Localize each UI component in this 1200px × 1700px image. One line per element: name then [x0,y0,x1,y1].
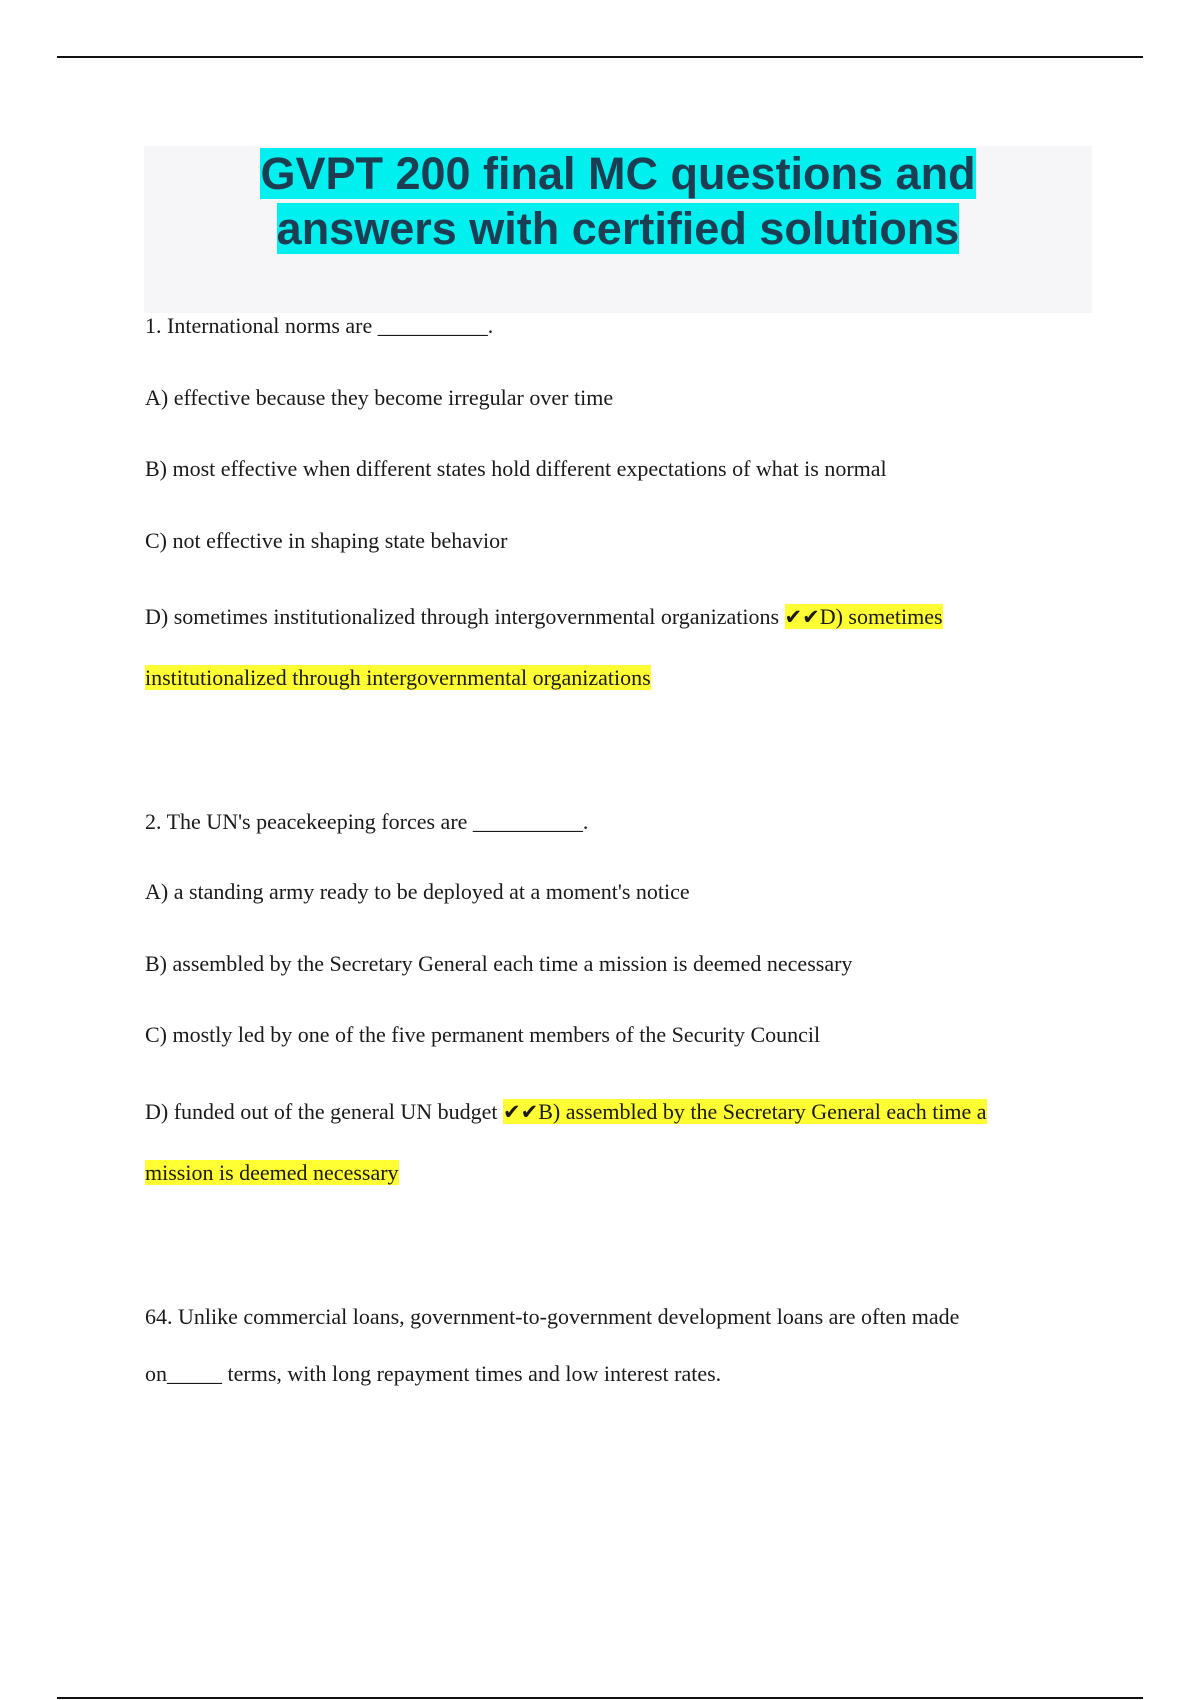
question-2-option-d-row [145,1097,987,1127]
check-mark-icon: ✔✔ [784,605,820,629]
question-2-option-a: A) a standing army ready to be deployed at a moment's notice [145,879,690,904]
title-line-2: answers with certified solutions [276,203,960,254]
question-2-answer-line-1: B) assembled by the Secretary General each time a [538,1099,987,1124]
question-1-option-c: C) not effective in shaping state behavior [145,528,508,553]
question-1-option-d: D) sometimes institutionalized through intergovernmental organizations [145,604,780,629]
question-2-option-d: D) funded out of the general UN budget [145,1099,498,1124]
title-block [144,146,1092,313]
question-1-option-b: B) most effective when different states hold different expectations of what is normal [145,456,887,481]
question-2-option-c: C) mostly led by one of the five permanent members of the Security Council [145,1022,821,1047]
title-line-1: GVPT 200 final MC questions and [260,148,976,199]
question-1-option-d-row [145,602,943,632]
question-2-answer-line-2: mission is deemed necessary [145,1160,399,1185]
question-1-answer-cont [145,663,651,693]
question-64-stem-line-2: on_____ terms, with long repayment times and low interest rates. [145,1361,722,1386]
question-2-stem: 2. The UN's peacekeeping forces are __________. [145,809,589,834]
footer-rule [57,1697,1143,1699]
document-title [144,146,1092,256]
question-1-answer-line-2: institutionalized through intergovernmental organizations [145,665,651,690]
check-mark-icon: ✔✔ [503,1100,539,1124]
question-1-stem: 1. International norms are __________. [145,313,494,338]
question-1-option-a: A) effective because they become irregular over time [145,385,614,410]
question-2-option-b: B) assembled by the Secretary General each time a mission is deemed necessary [145,951,853,976]
question-2-answer [503,1099,987,1124]
question-64-stem-line-1: 64. Unlike commercial loans, government-to-government development loans are often made [145,1304,960,1329]
question-1-answer-line-1: D) sometimes [819,604,943,629]
question-2-answer-cont [145,1158,399,1188]
header-rule [57,56,1143,58]
question-1-answer [785,604,943,629]
